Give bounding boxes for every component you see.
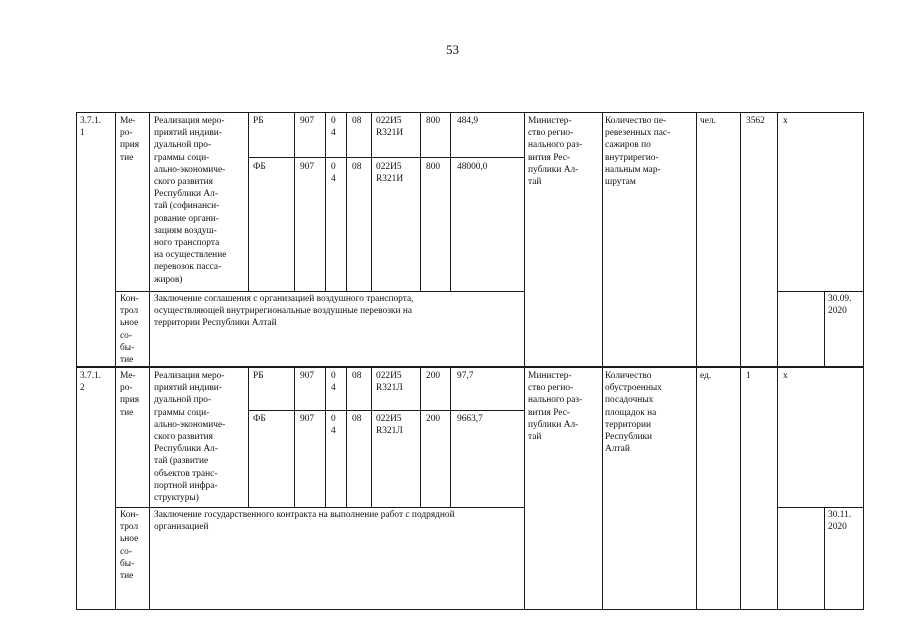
control-event-text: Заключение соглашения с организацией воздушного транспорта, осуществляющей внутрирегиональные воздушные перевозки на территории Республики Алтай	[154, 294, 414, 329]
measure-name: Реализация меро- приятий индиви- дуальной про- граммы соци- ально-экономиче- ского развития Республики Ал- тай (софинанси- рование органи- зациям воздуш- ного транспорта на осуществление перевозок пасса- жиров)	[154, 116, 227, 285]
col-divider	[450, 367, 451, 508]
col-divider	[346, 367, 347, 508]
indicator-value: 3562	[746, 116, 765, 126]
indicator-unit: ед.	[700, 371, 712, 381]
col-divider	[248, 367, 249, 508]
indicator-value: 1	[746, 371, 751, 381]
col-divider	[824, 291, 825, 367]
row-code: 3.7.1. 2	[80, 371, 102, 394]
expense-type-code: 800	[426, 116, 441, 126]
grbs-code: 907	[300, 116, 315, 126]
funding-amount: 484,9	[457, 116, 479, 126]
col-divider	[294, 367, 295, 508]
col-divider	[371, 112, 372, 292]
section-code: 0 4	[331, 414, 336, 437]
row-divider	[115, 507, 525, 508]
table-border-bottom	[76, 609, 864, 610]
table-border-top	[76, 112, 864, 113]
page-number: 53	[446, 42, 459, 57]
target-article-code: 022И5 R321И	[376, 162, 404, 185]
funding-source: РБ	[253, 116, 264, 126]
col-divider	[824, 507, 825, 610]
indicator-unit: чел.	[700, 116, 716, 126]
subsection-code: 08	[352, 371, 362, 381]
col-divider	[325, 112, 326, 292]
col-divider	[115, 112, 116, 610]
control-event-date: 30.11. 2020	[828, 510, 852, 533]
col-divider	[740, 112, 741, 610]
control-event-date: 30.09. 2020	[828, 294, 852, 317]
measure-name: Реализация меро- приятий индиви- дуальной про- граммы соци- ально-экономиче- ского развития Республики Ал- тай (развитие объектов транс- портной инфра- структуры)	[154, 371, 226, 504]
col-divider	[450, 112, 451, 292]
grbs-code: 907	[300, 371, 315, 381]
col-divider	[149, 112, 150, 610]
indicator-name: Количество обустроенных посадочных площадок на территории Республики Алтай	[605, 371, 662, 455]
executor: Министер- ство регио- нального раз- вития Рес- публики Ал- тай	[528, 116, 583, 188]
col-divider	[420, 112, 421, 292]
expense-type-code: 800	[426, 162, 441, 172]
funding-amount: 48000,0	[457, 162, 488, 172]
row-type: Ме- ро- прия тие	[120, 371, 140, 418]
col-divider	[294, 112, 295, 292]
subsection-code: 08	[352, 414, 362, 424]
table-border-left	[76, 112, 77, 610]
col-divider	[325, 367, 326, 508]
grbs-code: 907	[300, 162, 315, 172]
funding-source: ФБ	[253, 414, 266, 424]
row-code: 3.7.1. 1	[80, 116, 102, 139]
section-code: 0 4	[331, 162, 336, 185]
row-divider	[248, 157, 524, 158]
expense-type-code: 200	[426, 371, 441, 381]
control-event-type: Кон- трол ьное со- бы- тие	[120, 510, 139, 582]
col-divider	[371, 367, 372, 508]
subsection-code: 08	[352, 116, 362, 126]
row-divider	[248, 410, 524, 411]
subsection-code: 08	[352, 162, 362, 172]
row-type: Ме- ро- прия тие	[120, 116, 140, 163]
funding-amount: 9663,7	[457, 414, 483, 424]
target-article-code: 022И5 R321И	[376, 116, 404, 139]
indicator-mark: х	[783, 116, 788, 126]
indicator-name: Количество пе- ревезенных пас- сажиров по внутрирегио- нальным мар- шрутам	[605, 116, 671, 188]
row-divider	[115, 291, 525, 292]
section-code: 0 4	[331, 371, 336, 394]
col-divider	[524, 112, 525, 610]
budget-table	[76, 112, 864, 610]
control-event-text: Заключение государственного контракта на выполнение работ с подрядной организацией	[154, 510, 455, 533]
col-divider	[696, 112, 697, 610]
col-divider	[248, 112, 249, 292]
funding-amount: 97,7	[457, 371, 474, 381]
col-divider	[777, 112, 778, 610]
col-divider	[602, 112, 603, 610]
indicator-mark: х	[783, 371, 788, 381]
funding-source: ФБ	[253, 162, 266, 172]
target-article-code: 022И5 R321Л	[376, 371, 403, 394]
executor: Министер- ство регио- нального раз- вития Рес- публики Ал- тай	[528, 371, 583, 443]
col-divider	[346, 112, 347, 292]
row-divider	[777, 507, 864, 508]
grbs-code: 907	[300, 414, 315, 424]
funding-source: РБ	[253, 371, 264, 381]
col-divider	[420, 367, 421, 508]
section-code: 0 4	[331, 116, 336, 139]
row-divider	[76, 366, 864, 368]
row-divider	[777, 291, 864, 292]
table-border-right	[863, 112, 864, 610]
control-event-type: Кон- трол ьное со- бы- тие	[120, 294, 139, 366]
expense-type-code: 200	[426, 414, 441, 424]
target-article-code: 022И5 R321Л	[376, 414, 403, 437]
